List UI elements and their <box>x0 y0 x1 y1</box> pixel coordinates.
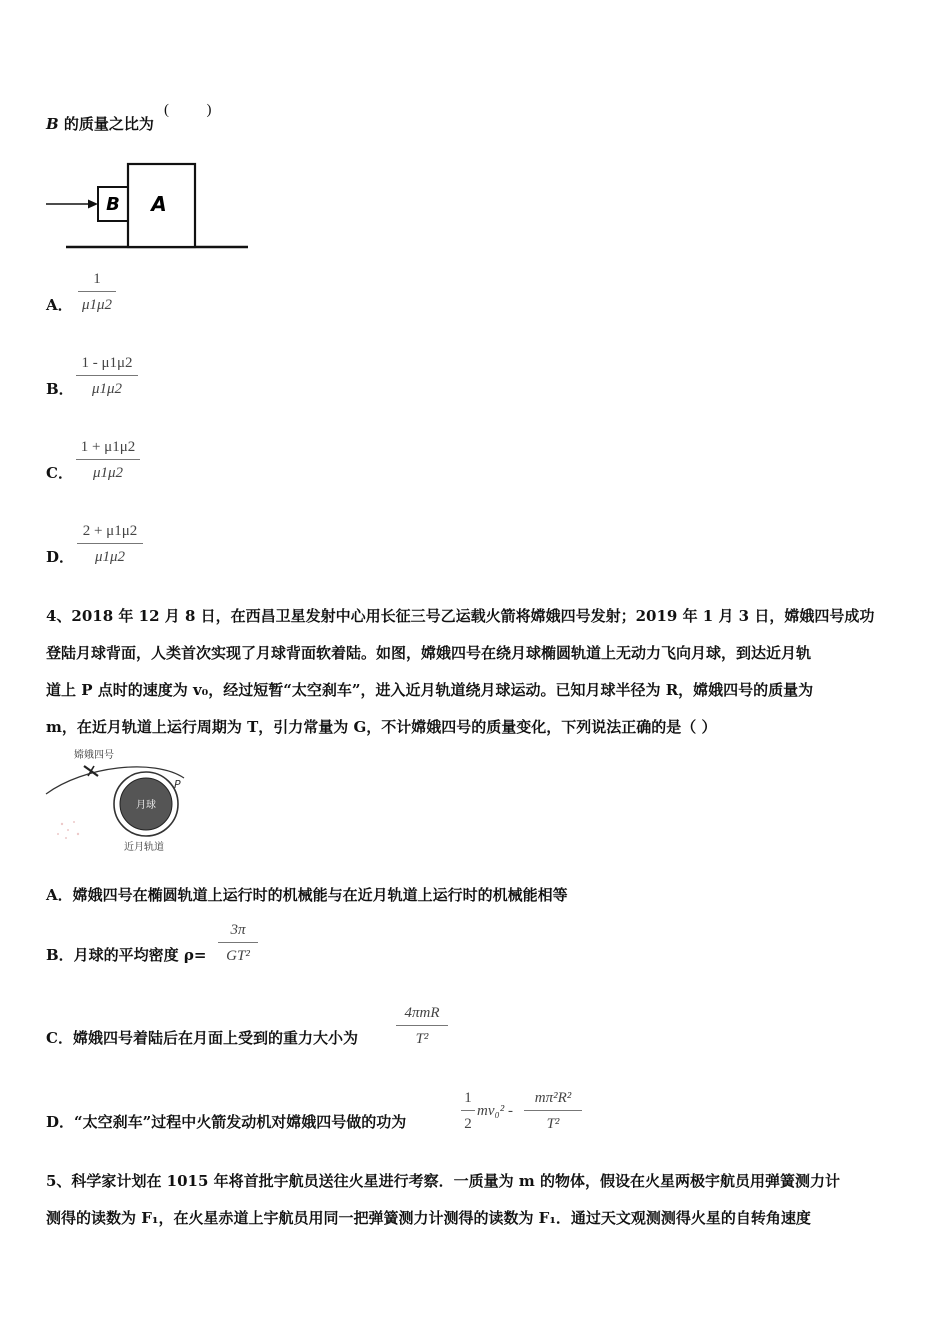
fraction-bar <box>524 1110 582 1111</box>
fraction-denominator: GT² <box>226 948 250 964</box>
q3-option-a-label: A． <box>46 296 73 314</box>
block-b-label: B <box>106 194 120 215</box>
q4-stem-line: 4、2018 年 12 月 8 日，在西昌卫星发射中心用长征三号乙运载火箭将嫦娥四号发射；2019 年 1 月 3 日，嫦娥四号成功 <box>46 607 875 625</box>
q3-option-a-fraction <box>78 272 116 313</box>
q5-stem-line: 5、科学家计划在 1015 年将首批宇航员送往火星进行考察．一质量为 m 的物体，假设在火星两极宇航员用弹簧测力计 <box>46 1172 840 1190</box>
fraction-denominator: μ1μ2 <box>81 297 113 313</box>
faint-marks <box>57 821 79 839</box>
fraction-bar <box>78 291 116 292</box>
q4-option-d-fraction-half <box>461 1091 475 1132</box>
fraction-denominator: 2 <box>464 1116 472 1132</box>
q3-stem-text: 的质量之比为 <box>58 115 154 133</box>
q4-option-b-fraction <box>218 923 258 964</box>
fraction-numerator: 1 <box>93 271 101 287</box>
q4-option-c-text: C．嫦娥四号着陆后在月面上受到的重力大小为 <box>46 1029 358 1047</box>
fraction-bar <box>461 1110 475 1111</box>
q3-answer-paren: ( ) <box>164 102 212 118</box>
q4-option-d-middle: mv₀² - <box>477 1103 513 1119</box>
block-a-label: A <box>151 192 167 216</box>
fraction-denominator: T² <box>415 1031 429 1047</box>
q3-option-b-fraction <box>76 356 138 397</box>
orbit-label: 近月轨道 <box>124 842 164 853</box>
q3-block-figure <box>44 158 254 254</box>
q4-stem-line: m，在近月轨道上运行周期为 T，引力常量为 G，不计嫦娥四号的质量变化，下列说法正确的是（ ） <box>46 718 717 736</box>
q5-stem-line: 测得的读数为 F₁，在火星赤道上宇航员用同一把弹簧测力计测得的读数为 F₁．通过天文观测测得火星的自转角速度 <box>46 1209 811 1227</box>
fraction-numerator: 1 + μ1μ2 <box>80 439 136 455</box>
fraction-bar <box>77 543 143 544</box>
q4-option-c-fraction <box>396 1006 448 1047</box>
fraction-bar <box>76 375 138 376</box>
force-arrow-icon <box>88 200 98 209</box>
q4-orbit-figure <box>44 746 196 856</box>
q3-option-b-label: B． <box>46 380 74 398</box>
fraction-numerator: mπ²R² <box>534 1090 572 1106</box>
q3-option-d-fraction <box>77 524 143 565</box>
fraction-denominator: μ1μ2 <box>91 381 123 397</box>
moon-label: 月球 <box>136 800 156 811</box>
fraction-bar <box>76 459 140 460</box>
q4-option-d-fraction-second <box>524 1091 582 1132</box>
fraction-denominator: μ1μ2 <box>92 465 124 481</box>
point-p-label: P <box>174 778 181 791</box>
q5-stem <box>46 1163 906 1237</box>
fraction-numerator: 1 <box>464 1090 472 1106</box>
q3-option-c-fraction <box>76 440 140 481</box>
q4-option-d-text: D．“太空刹车”过程中火箭发动机对嫦娥四号做的功为 <box>46 1113 407 1131</box>
q4-stem-line: 道上 P 点时的速度为 v₀，经过短暂“太空刹车”，进入近月轨道绕月球运动。已知月球半径为 R，嫦娥四号的质量为 <box>46 681 814 699</box>
fraction-denominator: T² <box>546 1116 560 1132</box>
fraction-numerator: 1 - μ1μ2 <box>81 355 133 371</box>
fraction-numerator: 3π <box>230 922 246 938</box>
q3-stem <box>46 117 154 132</box>
q4-option-b-text: B．月球的平均密度 ρ= <box>46 946 207 964</box>
q3-stem-var: B <box>46 115 59 133</box>
q4-stem-line: 登陆月球背面，人类首次实现了月球背面软着陆。如图，嫦娥四号在绕月球椭圆轨道上无动力飞向月球，到达近月轨 <box>46 644 812 662</box>
q3-option-c-label: C． <box>46 464 73 482</box>
q3-option-d-label: D． <box>46 548 75 566</box>
fraction-numerator: 2 + μ1μ2 <box>82 523 138 539</box>
q4-option-a: A．嫦娥四号在椭圆轨道上运行时的机械能与在近月轨道上运行时的机械能相等 <box>46 886 568 904</box>
fraction-denominator: μ1μ2 <box>94 549 126 565</box>
probe-label: 嫦娥四号 <box>74 750 114 761</box>
fraction-numerator: 4πmR <box>404 1005 440 1021</box>
fraction-bar <box>396 1025 448 1026</box>
q4-stem <box>46 598 906 746</box>
fraction-bar <box>218 942 258 943</box>
